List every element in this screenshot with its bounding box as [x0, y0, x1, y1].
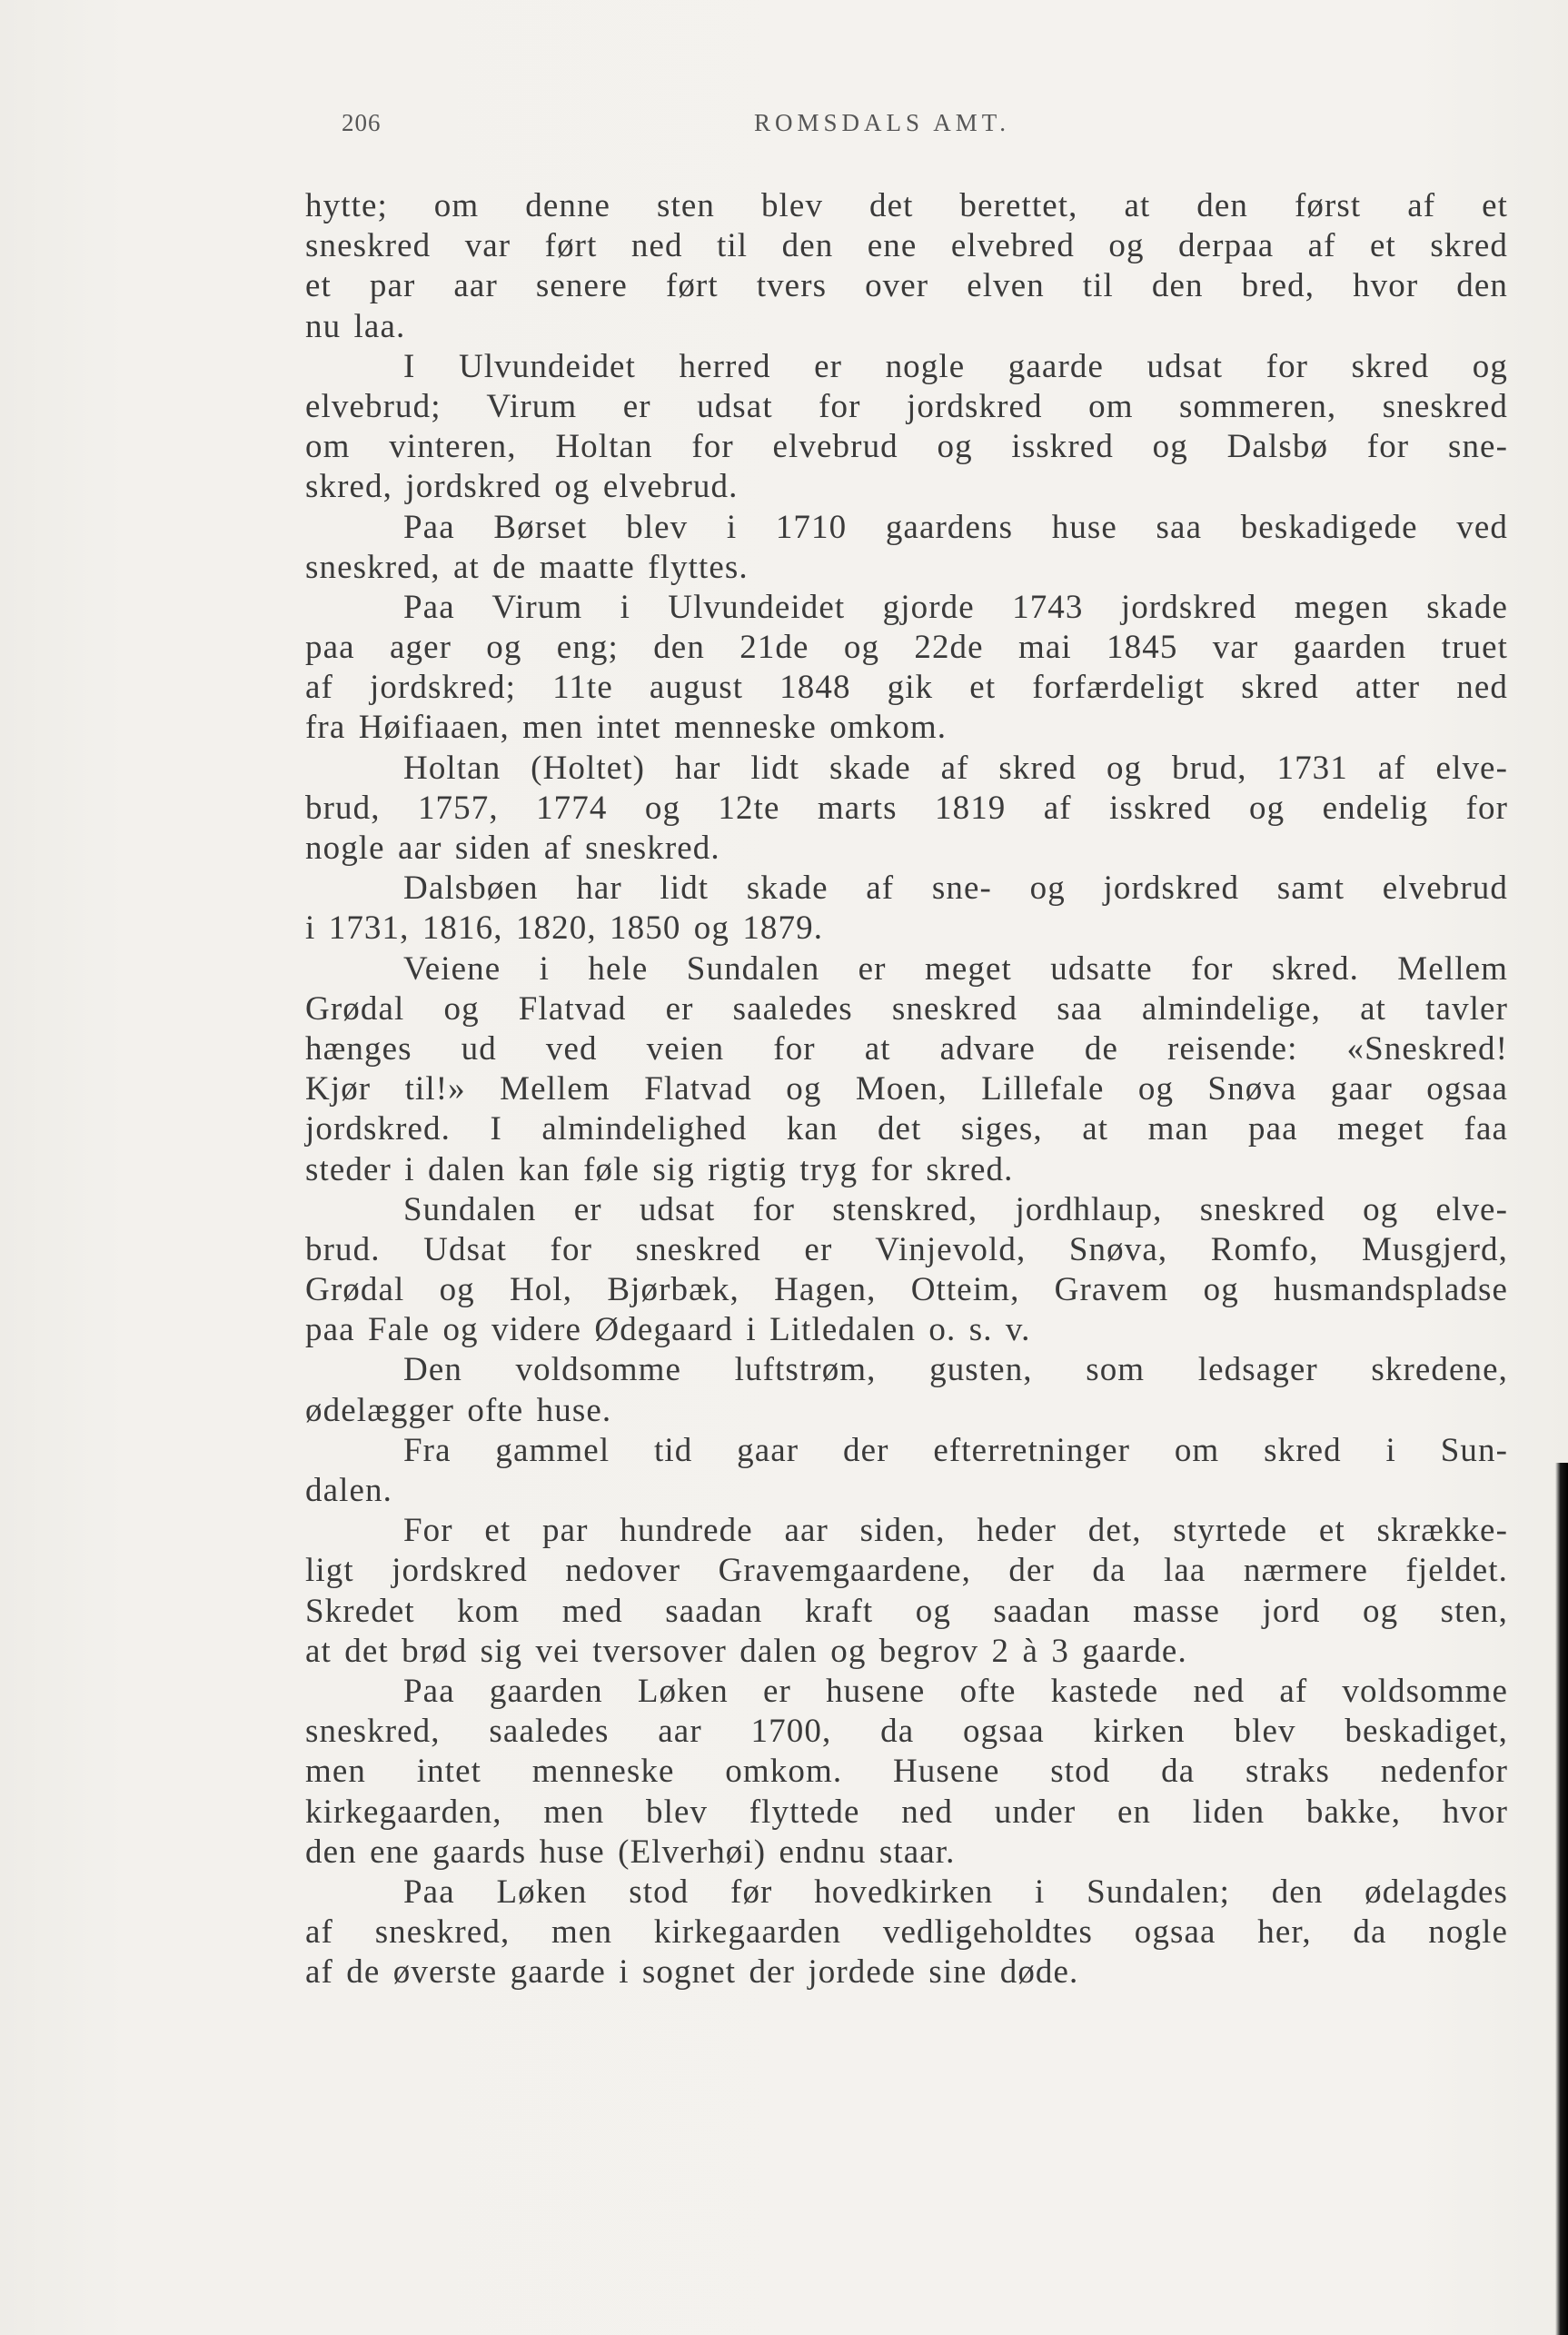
text-line: paa Fale og videre Ødegaard i Litledalen o. s. v.: [305, 1311, 1031, 1349]
text-line: hænges ud ved veien for at advare de reisende: «Sneskred!: [305, 1029, 1508, 1068]
text-line: For et par hundrede aar siden, heder det, styrtede et skrække-: [403, 1512, 1508, 1550]
text-line: paa ager og eng; den 21de og 22de mai 1845 var gaarden truet: [305, 629, 1508, 667]
text-line: skred, jordskred og elvebrud.: [305, 468, 739, 506]
text-line: fra Høifiaaen, men intet menneske omkom.: [305, 709, 948, 747]
text-line: nu laa.: [305, 307, 406, 345]
text-line: Den voldsomme luftstrøm, gusten, som ledsager skredene,: [403, 1351, 1508, 1389]
text-line: I Ulvundeidet herred er nogle gaarde udsat for skred og: [403, 347, 1508, 385]
text-line: elvebrud; Virum er udsat for jordskred om sommeren, sneskred: [305, 387, 1508, 425]
running-title: ROMSDALS AMT.: [754, 109, 1011, 136]
text-line: brud, 1757, 1774 og 12te marts 1819 af isskred og endelig for: [305, 789, 1508, 827]
text-line: Holtan (Holtet) har lidt skade af skred og brud, 1731 af elve-: [403, 749, 1508, 787]
text-line: nogle aar siden af sneskred.: [305, 830, 720, 867]
text-line: dalen.: [305, 1472, 392, 1509]
text-line: et par aar senere ført tvers over elven til den bred, hvor den: [305, 267, 1508, 305]
body-text: [305, 186, 1508, 1992]
text-line: steder i dalen kan føle sig rigtig tryg for skred.: [305, 1150, 1014, 1188]
text-line: jordskred. I almindelighed kan det siges, at man paa meget faa: [305, 1110, 1508, 1148]
text-line: Kjør til!» Mellem Flatvad og Moen, Lillefale og Snøva gaar ogsaa: [305, 1070, 1508, 1108]
text-line: Paa gaarden Løken er husene ofte kastede ned af voldsomme: [403, 1672, 1508, 1710]
text-line: kirkegaarden, men blev flyttede ned under en liden bakke, hvor: [305, 1793, 1508, 1831]
text-line: den ene gaards huse (Elverhøi) endnu staar.: [305, 1833, 956, 1871]
text-line: at det brød sig vei tversover dalen og begrov 2 à 3 gaarde.: [305, 1632, 1187, 1670]
text-line: Skredet kom med saadan kraft og saadan masse jord og sten,: [305, 1592, 1508, 1630]
text-line: Grødal og Hol, Bjørbæk, Hagen, Otteim, Gravem og husmandspladse: [305, 1271, 1508, 1309]
text-line: af de øverste gaarde i sognet der jordede sine døde.: [305, 1953, 1079, 1992]
text-line: Grødal og Flatvad er saaledes sneskred saa almindelige, at tavler: [305, 989, 1508, 1028]
text-line: Sundalen er udsat for stenskred, jordhlaup, sneskred og elve-: [403, 1190, 1508, 1228]
text-line: men intet menneske omkom. Husene stod da straks nedenfor: [305, 1753, 1508, 1791]
text-line: brud. Udsat for sneskred er Vinjevold, Snøva, Romfo, Musgjerd,: [305, 1230, 1508, 1268]
text-line: sneskred, at de maatte flyttes.: [305, 548, 749, 586]
text-line: Dalsbøen har lidt skade af sne- og jordskred samt elvebrud: [403, 869, 1508, 908]
text-line: ligt jordskred nedover Gravemgaardene, der da laa nærmere fjeldet.: [305, 1552, 1508, 1590]
text-line: sneskred var ført ned til den ene elvebred og derpaa af et skred: [305, 227, 1508, 265]
text-line: Paa Virum i Ulvundeidet gjorde 1743 jordskred megen skade: [403, 588, 1508, 626]
text-line: sneskred, saaledes aar 1700, da ogsaa kirken blev beskadiget,: [305, 1713, 1508, 1751]
text-line: i 1731, 1816, 1820, 1850 og 1879.: [305, 909, 824, 948]
page-number: 206: [342, 109, 382, 136]
text-line: Paa Børset blev i 1710 gaardens huse saa beskadigede ved: [403, 508, 1508, 546]
text-line: Fra gammel tid gaar der efterretninger om skred i Sun-: [403, 1431, 1508, 1469]
text-line: ødelægger ofte huse.: [305, 1391, 612, 1429]
text-line: hytte; om denne sten blev det berettet, at den først af et: [305, 187, 1508, 224]
page-header: [309, 109, 1517, 145]
page-edge-shadow: [1555, 1463, 1568, 2335]
text-line: om vinteren, Holtan for elvebrud og isskred og Dalsbø for sne-: [305, 428, 1508, 466]
text-line: af sneskred, men kirkegaarden vedligeholdtes ogsaa her, da nogle: [305, 1913, 1508, 1952]
text-line: af jordskred; 11te august 1848 gik et forfærdeligt skred atter ned: [305, 669, 1508, 707]
text-line: Paa Løken stod før hovedkirken i Sundalen; den ødelagdes: [403, 1873, 1508, 1911]
text-line: Veiene i hele Sundalen er meget udsatte for skred. Mellem: [403, 949, 1508, 988]
